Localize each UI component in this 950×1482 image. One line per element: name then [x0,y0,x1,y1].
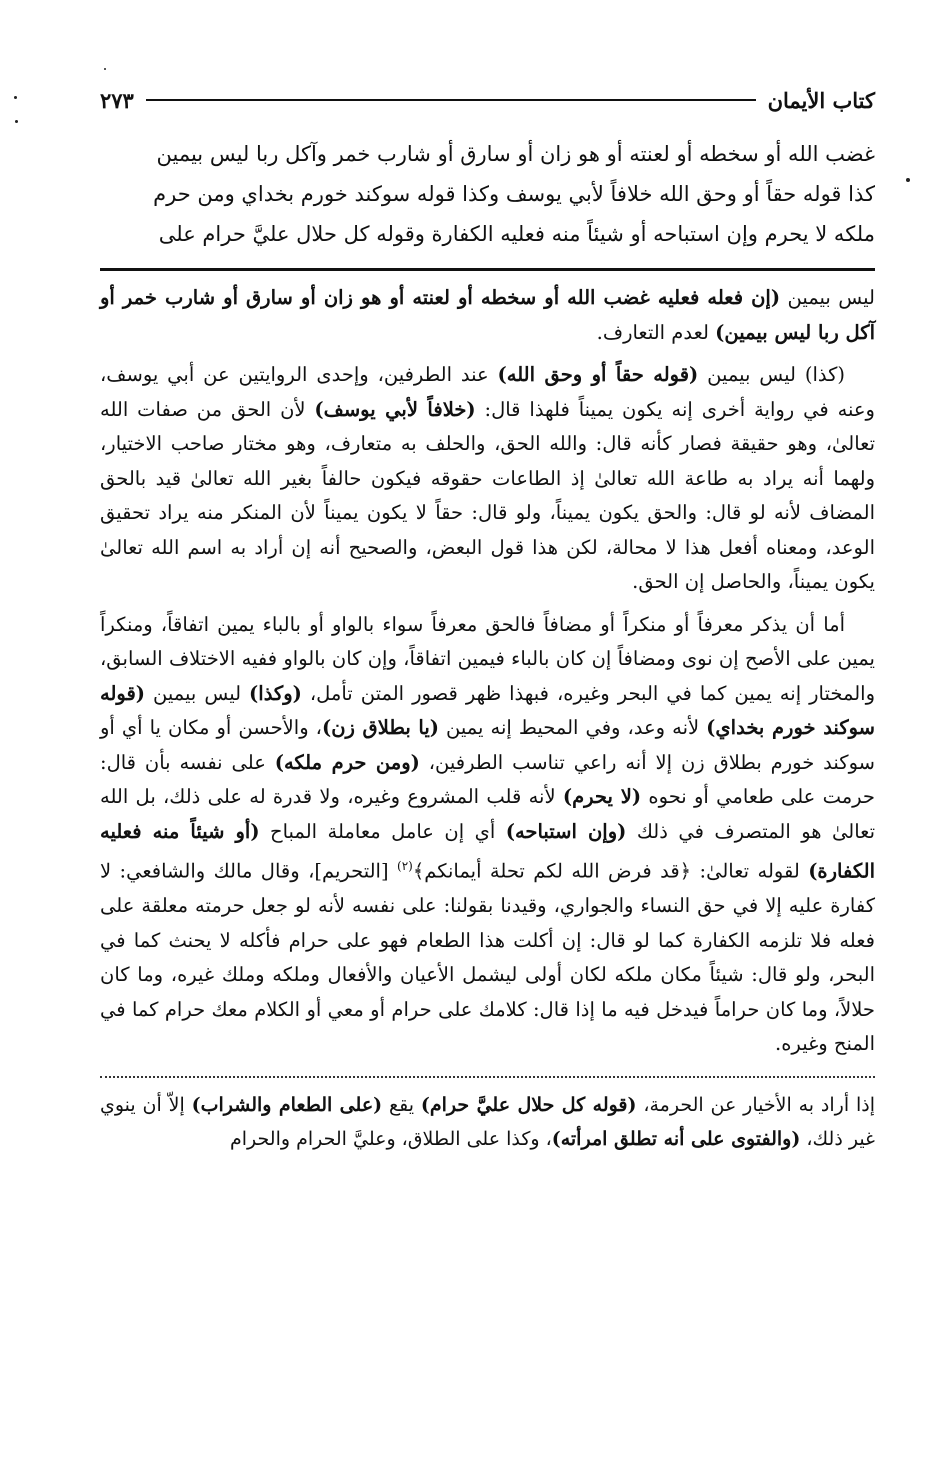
commentary-text: على نفسه بأن قال: حرمت على طعامي أو نحوه [100,750,875,808]
quoted-matn: (والفتوى على أنه تطلق امرأته) [551,1127,801,1150]
quoted-matn: (خلافاً لأبي يوسف) [314,397,476,421]
page-number: ٢٧٣ [100,87,134,113]
commentary [100,281,875,1062]
commentary-text: أما أن يذكر معرفاً أو منكراً أو مضافاً فالحق معرفاً سواء بالواو أو بالباء يمين اتفاقاً، ومنكراً يمين على الأصح إن نوى ومضافاً إن كان بالباء فيمين اتفاقاً، وإن كان بالواو ففيه الاختلاف السابق، والمختار إنه يمين كما في البحر وغيره، فبهذا ظهر قصور المتن تأمل، [100,612,875,705]
quoted-matn: (وإن استباحه) [505,819,627,843]
commentary-text: ، والأحسن أو مكان يا أي أو سوكند خورم بطلاق زن إلا أنه راعي تناسب الطرفين، [100,716,875,774]
commentary-text: لأن الحق من صفات الله تعالىٰ، وهو حقيقة فصار كأنه قال: والله الحق، والحلف به متعارف، وهو مختار صاحب الاختيار، ولهما أنه يراد به طاعة الله تعالىٰ إذ الطاعات حقوقه فيكون حالفاً بغير الله تعالىٰ قيد بالحق المضاف لأنه لو قال: والحق يكون يميناً، ولو قال: حقاً لا يكون يميناً لأن المنكر منه يراد تحقيق الوعد، ومعناه أفعل هذا لا محالة، لكن هذا قول البعض، والصحيح أنه إن أراد به اسم الله تعالىٰ يكون يميناً، والحاصل إن الحق. [100,397,875,593]
running-title: كتاب الأيمان [767,87,875,113]
page-header [100,80,875,120]
commentary-paragraph [100,358,875,600]
quoted-matn: (لا يحرم) [562,785,642,808]
marginal-gloss [100,1088,875,1156]
footnote-marker: (٢) [397,859,413,873]
commentary-text: [التحريم]، وقال مالك والشافعي: لا كفارة عليه إلا في حق النساء والجواري، وقيدنا بقولنا: على نفسه لأنه لو جعل حرمته معلقة على فعله فلا تلزمه الكفارة كما لو قال: إن أكلت هذا الطعام فهو على حرام فأكله لا يحنث كما في البحر، ولو قال: شيئاً مكان ملكه لكان أولى ليشمل الأعيان والأفعال وملكه وملك غيره، وما كان حلالاً، وما كان حراماً فيدخل فيه ما إذا قال: كلامك على حرام أو معي أو الكلام معك حرام كما في المنح وغيره. [100,859,875,1055]
commentary-paragraph [100,281,875,350]
book-page [100,80,875,1156]
commentary-text: (كذا) ليس بيمين [698,363,845,386]
gloss-text: إلاّ أن ينوي غير ذلك، [100,1093,875,1150]
main-text-line: ملكه لا يحرم وإن استباحه أو شيئاً منه فعليه الكفارة وقوله كل حلال عليَّ حرام على [158,222,875,246]
commentary-text: أي إن عامل معاملة المباح [259,819,506,843]
margin-dot [906,178,910,182]
commentary-text: لأنه قلب المشروع وغيره، ولا قدرة له على ذلك، بل الله تعالىٰ هو المتصرف في ذلك [100,785,876,843]
quoted-matn: (قوله حقاً أو وحق الله) [497,363,699,386]
margin-dot [14,96,17,99]
gloss-text: إذا أراد به الأخيار عن الحرمة، [636,1093,875,1116]
commentary-paragraph [100,608,875,1062]
margin-dot [104,68,106,70]
gloss-divider [100,1076,875,1078]
quoted-matn: (يا بطلاق زن) [321,716,439,739]
commentary-text: ليس بيمين [145,681,250,705]
gloss-paragraph [100,1088,875,1156]
quoted-matn: (على الطعام والشراب) [191,1093,383,1116]
header-rule [146,99,756,101]
quoted-matn: (قوله كل حلال عليَّ حرام) [420,1093,637,1116]
gloss-text: يقع [382,1093,421,1116]
main-text-line: غضب الله أو سخطه أو لعنته أو هو زان أو سارق أو شارب خمر وآكل ربا ليس بيمين [156,142,875,166]
margin-dot [15,120,18,123]
main-text [100,134,875,254]
main-text-divider [100,268,875,271]
quoted-matn: (ومن حرم ملكه) [274,750,420,774]
quoted-matn: (إن فعله فعليه غضب الله أو سخطه أو لعنته أو هو زان أو سارق أو شارب خمر أو آكل ربا ليس بيمين) [100,286,875,344]
quoted-matn: (وكذا) [249,681,302,705]
commentary-text: عند الطرفين، وإحدى الروايتين عن أبي يوسف، وعنه في رواية أخرى إنه يكون يميناً فلهذا قال: [100,363,875,421]
quoted-matn: (أو شيئاً منه فعليه الكفارة) [100,819,875,883]
commentary-text: لعدم التعارف. [596,320,716,344]
commentary-text: ليس بيمين [780,286,875,309]
commentary-text: لأنه وعد، وفي المحيط إنه يمين [438,716,707,739]
quoted-matn: (قوله سوكند خورم بخداي) [100,681,876,739]
gloss-text: ، وكذا على الطلاق، وعليَّ الحرام والحرام [230,1127,552,1150]
main-text-line: كذا قوله حقاً أو وحق الله خلافاً لأبي يوسف وكذا قوله سوكند خورم بخداي ومن حرم [153,182,875,206]
quran-quote: لقوله تعالىٰ: ﴿قد فرض الله لكم تحلة أيمانكم﴾ [412,859,809,883]
